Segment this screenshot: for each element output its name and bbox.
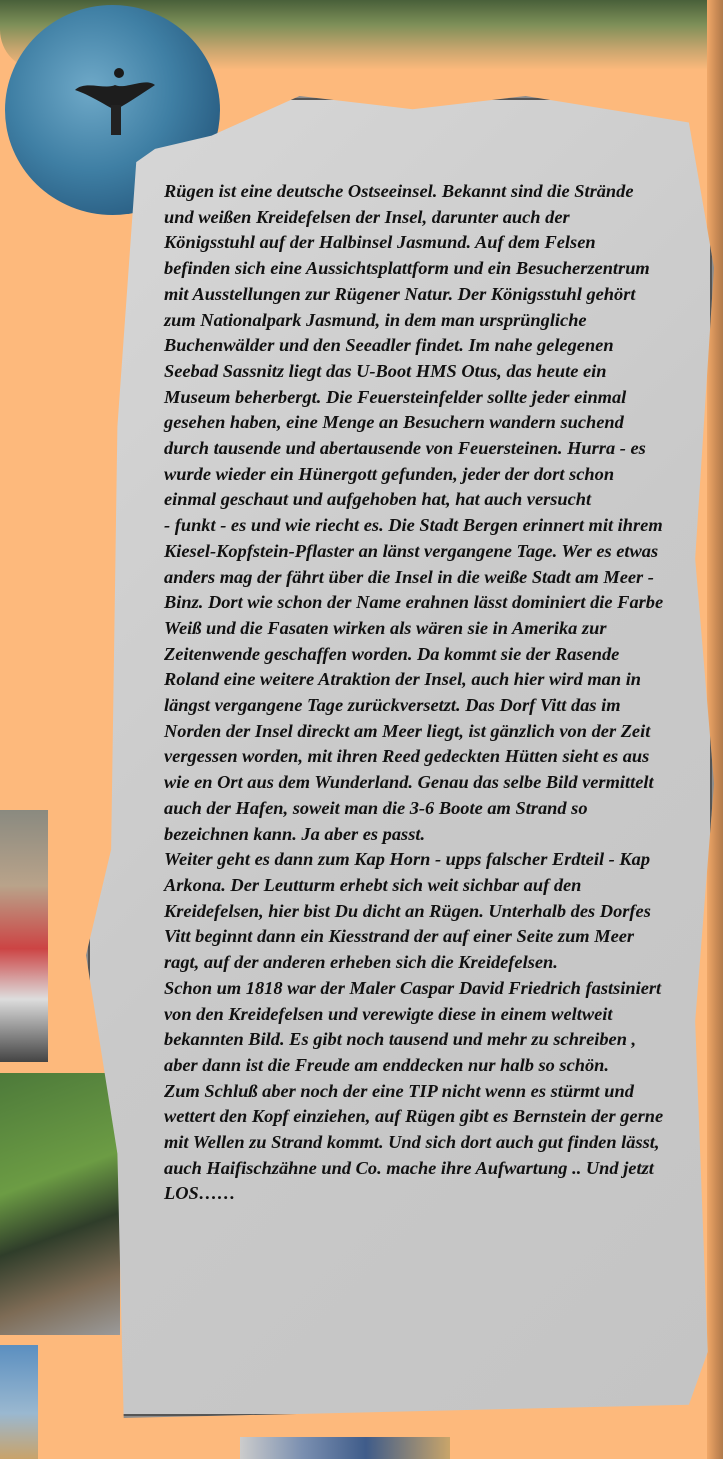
house-photo xyxy=(240,1437,450,1459)
paragraph: - funkt - es und wie riecht es. Die Stadt Bergen erinnert mit ihrem Kiesel-Kopfstein-Pflaster an länst vergangene Tage. Wer es etwas anders mag der fährt über die Insel in die weiße Stadt am Meer -Binz. Dort wie schon der Name erahnen lässt dominiert die Farbe Weiß und die Fasaten wirken als wären sie in Amerika zur Zeitenwende geschaffen worden. Da kommt sie der Rasende Roland eine weitere Atraktion der Insel, auch hier wird man in längst vergangene Tage zurückversetzt. Das Dorf Vitt das im Norden der Insel direckt am Meer liegt, ist gänzlich von der Zeit vergessen worden, mit ihren Reed gedeckten Hütten sieht es aus wie en Ort aus dem Wunderland. Genau das selbe Bild vermittelt auch der Hafen, soweit man die 3-6 Boote am Strand so bezeichnen kann. Ja aber es passt. xyxy=(164,515,664,844)
beach-photo xyxy=(0,1345,38,1459)
paragraph: Weiter geht es dann zum Kap Horn - upps falscher Erdteil - Kap Arkona. Der Leutturm erhebt sich weit sichbar auf den Kreidefelsen, hier bist Du dicht an Rügen. Unterhalb des Dorfes Vitt beginnt dann ein Kiesstrand der auf einer Seite zum Meer ragt, auf der anderen erheben sich die Kreidefelsen. xyxy=(164,849,651,973)
paragraph: Schon um 1818 war der Maler Caspar David Friedrich fastsiniert von den Kreidefelsen und verewigte diese in einem weltweit bekannten Bild. Es gibt noch tausend und mehr zu schreiben , aber dann ist die Freude am enddecken nur halb so schön. xyxy=(164,977,662,1075)
shop-photo xyxy=(0,810,48,1062)
paragraph: Rügen ist eine deutsche Ostseeinsel. Bekannt sind die Strände und weißen Kreidefelsen der Insel, darunter auch der Königsstuhl auf der Halbinsel Jasmund. Auf dem Felsen befinden sich eine Aussichtsplattform und ein Besucherzentrum mit Ausstellungen zur Rügener Natur. Der Königsstuhl gehört zum Nationalpark Jasmund, in dem man ursprüngliche Buchenwälder und den Seeadler findet. Im nahe gelegenen Seebad Sassnitz liegt das U-Boot HMS Otus, das heute ein Museum beherbergt. Die Feuersteinfelder sollte jeder einmal gesehen haben, eine Menge an Besuchern wandern suchend durch tausende und abertausende von Feuersteinen. Hurra - es wurde wieder ein Hünergott gefunden, jeder der dort schon einmal geschaut und aufgehoben hat, hat auch versucht xyxy=(164,181,650,510)
article-text xyxy=(164,179,664,1207)
cormorant-icon xyxy=(75,65,155,145)
steam-train-photo xyxy=(0,1073,120,1335)
paragraph: Zum Schluß aber noch der eine TIP nicht wenn es stürmt und wettert den Kopf einziehen, auf Rügen gibt es Bernstein der gerne mit Wellen zu Strand kommt. Und sich dort auch gut finden lässt, auch Haifischzähne und Co. mache ihre Aufwartung .. Und jetzt LOS…… xyxy=(164,1080,664,1204)
